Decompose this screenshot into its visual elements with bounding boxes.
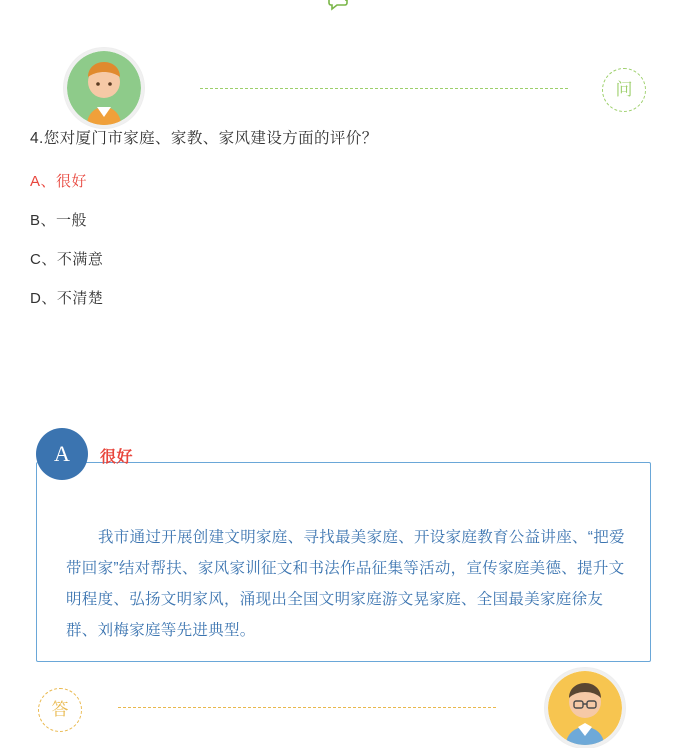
option-d[interactable]: D、不清楚	[30, 290, 104, 307]
answer-key-badge: A	[36, 428, 88, 480]
divider-dashed	[118, 707, 496, 708]
option-c[interactable]: C、不满意	[30, 251, 104, 268]
avatar	[545, 668, 625, 748]
option-b[interactable]: B、一般	[30, 212, 88, 229]
divider-dashed	[200, 88, 568, 89]
answer-label: 很好	[100, 449, 134, 466]
answer-badge-circle: 答	[38, 688, 82, 732]
question-badge: 问	[602, 68, 646, 112]
avatar	[64, 48, 144, 128]
option-list	[30, 162, 650, 318]
speech-bubble-icon	[328, 0, 352, 14]
question-header	[0, 22, 688, 112]
answer-text: 我市通过开展创建文明家庭、寻找最美家庭、开设家庭教育公益讲座、“把爱带回家”结对帮扶、家风家训征文和书法作品征集等活动，宣传家庭美德、提升文明程度、弘扬文明家风，涌现出全国文明家庭游文晃家庭、全国最美家庭徐友群、刘梅家庭等先进典型。	[66, 529, 625, 639]
question-text: 4.您对厦门市家庭、家教、家风建设方面的评价？	[30, 130, 378, 147]
option-a[interactable]: A、很好	[30, 173, 88, 190]
